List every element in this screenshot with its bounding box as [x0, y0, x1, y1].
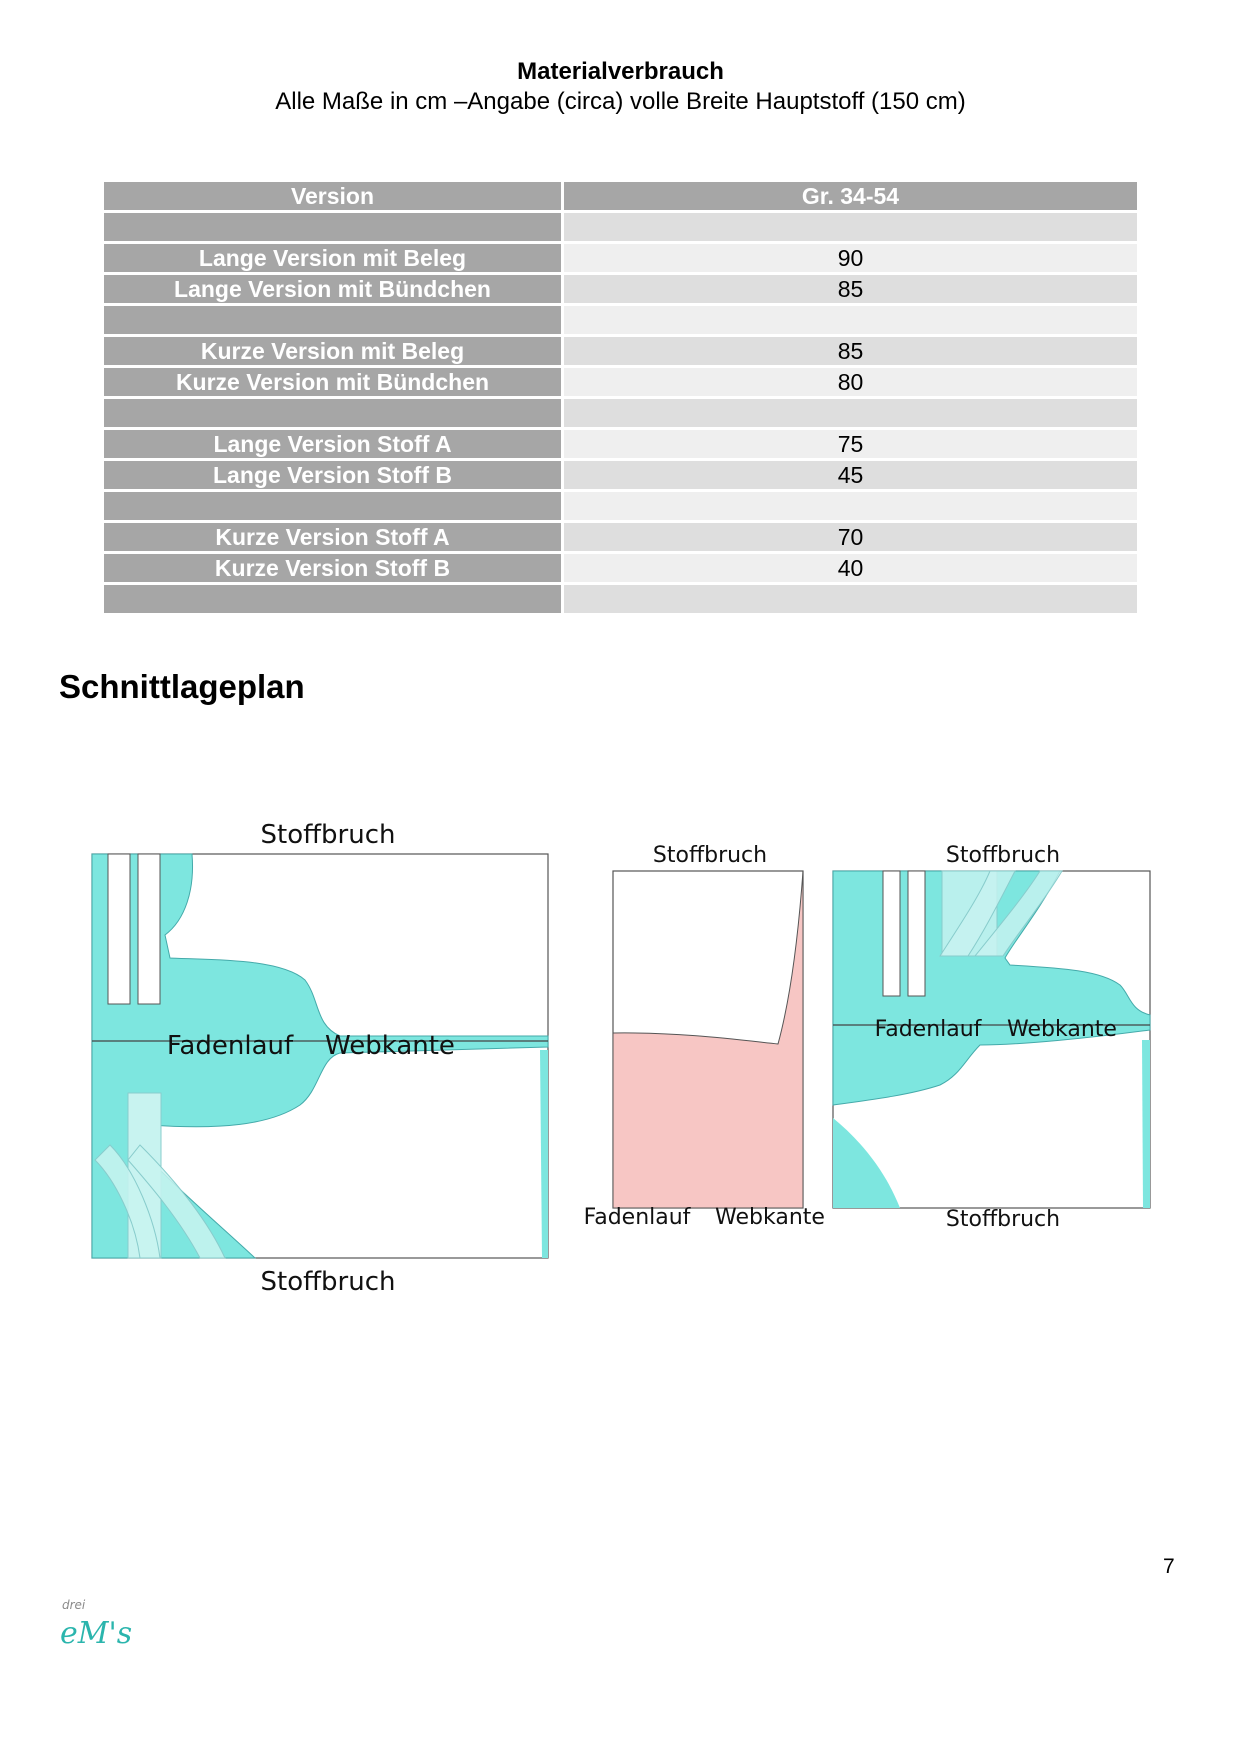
- row-label: Kurze Version mit Bündchen: [104, 368, 564, 396]
- label-webkante: Webkante: [325, 1031, 455, 1061]
- column-header-version: Version: [104, 182, 564, 210]
- layout-left: [92, 820, 548, 1297]
- layout-middle: [584, 843, 825, 1230]
- row-label: [104, 306, 564, 334]
- table-row: [104, 337, 1137, 365]
- material-table: [104, 179, 1137, 616]
- table-header-row: [104, 182, 1137, 210]
- row-value: 85: [564, 337, 1137, 365]
- row-value: [564, 213, 1137, 241]
- strip-piece: [908, 871, 925, 996]
- row-value: [564, 306, 1137, 334]
- layout-right: [833, 843, 1150, 1232]
- row-label: Kurze Version mit Beleg: [104, 337, 564, 365]
- column-header-size: Gr. 34-54: [564, 182, 1137, 210]
- row-label: [104, 585, 564, 613]
- row-label: Lange Version mit Bündchen: [104, 275, 564, 303]
- label-stoffbruch-top: Stoffbruch: [945, 843, 1061, 868]
- table-row: [104, 368, 1137, 396]
- table-row: [104, 554, 1137, 582]
- logo-text-main: eM's: [60, 1616, 133, 1651]
- table-row: [104, 461, 1137, 489]
- table-row: [104, 523, 1137, 551]
- label-stoffbruch-top: Stoffbruch: [652, 843, 768, 868]
- label-stoffbruch-top: Stoffbruch: [260, 820, 396, 850]
- row-value: 45: [564, 461, 1137, 489]
- label-fadenlauf: Fadenlauf: [166, 1031, 294, 1061]
- row-value: [564, 585, 1137, 613]
- strip-piece: [138, 854, 160, 1004]
- page-number: 7: [1163, 1555, 1175, 1578]
- table-row: [104, 244, 1137, 272]
- selvage-strip-right: [1142, 1040, 1150, 1208]
- row-value: 70: [564, 523, 1137, 551]
- section-heading: Schnittlageplan: [59, 668, 305, 705]
- brand-logo: [58, 1595, 158, 1655]
- row-label: Lange Version Stoff B: [104, 461, 564, 489]
- label-webkante: Webkante: [715, 1205, 825, 1230]
- logo-text-top: drei: [62, 1598, 86, 1612]
- label-stoffbruch-bottom: Stoffbruch: [260, 1267, 396, 1297]
- label-webkante: Webkante: [1007, 1017, 1117, 1042]
- row-value: [564, 492, 1137, 520]
- row-label: [104, 399, 564, 427]
- page-subtitle: Alle Maße in cm –Angabe (circa) volle Breite Hauptstoff (150 cm): [275, 88, 966, 115]
- label-fadenlauf: Fadenlauf: [583, 1205, 691, 1230]
- row-label: Kurze Version Stoff A: [104, 523, 564, 551]
- label-stoffbruch-bottom: Stoffbruch: [945, 1207, 1061, 1232]
- row-label: [104, 213, 564, 241]
- row-label: [104, 492, 564, 520]
- row-value: [564, 399, 1137, 427]
- row-value: 80: [564, 368, 1137, 396]
- row-label: Lange Version Stoff A: [104, 430, 564, 458]
- row-value: 90: [564, 244, 1137, 272]
- table-row: [104, 585, 1137, 613]
- page-title: Materialverbrauch: [517, 58, 724, 85]
- strip-piece: [883, 871, 900, 996]
- cutting-layout-diagram: [0, 800, 1241, 1320]
- table-row: [104, 430, 1137, 458]
- table-row: [104, 492, 1137, 520]
- table-row: [104, 306, 1137, 334]
- row-label: Kurze Version Stoff B: [104, 554, 564, 582]
- strip-piece: [108, 854, 130, 1004]
- table-row: [104, 213, 1137, 241]
- row-label: Lange Version mit Beleg: [104, 244, 564, 272]
- row-value: 85: [564, 275, 1137, 303]
- row-value: 75: [564, 430, 1137, 458]
- table-row: [104, 399, 1137, 427]
- table-row: [104, 275, 1137, 303]
- label-fadenlauf: Fadenlauf: [874, 1017, 982, 1042]
- row-value: 40: [564, 554, 1137, 582]
